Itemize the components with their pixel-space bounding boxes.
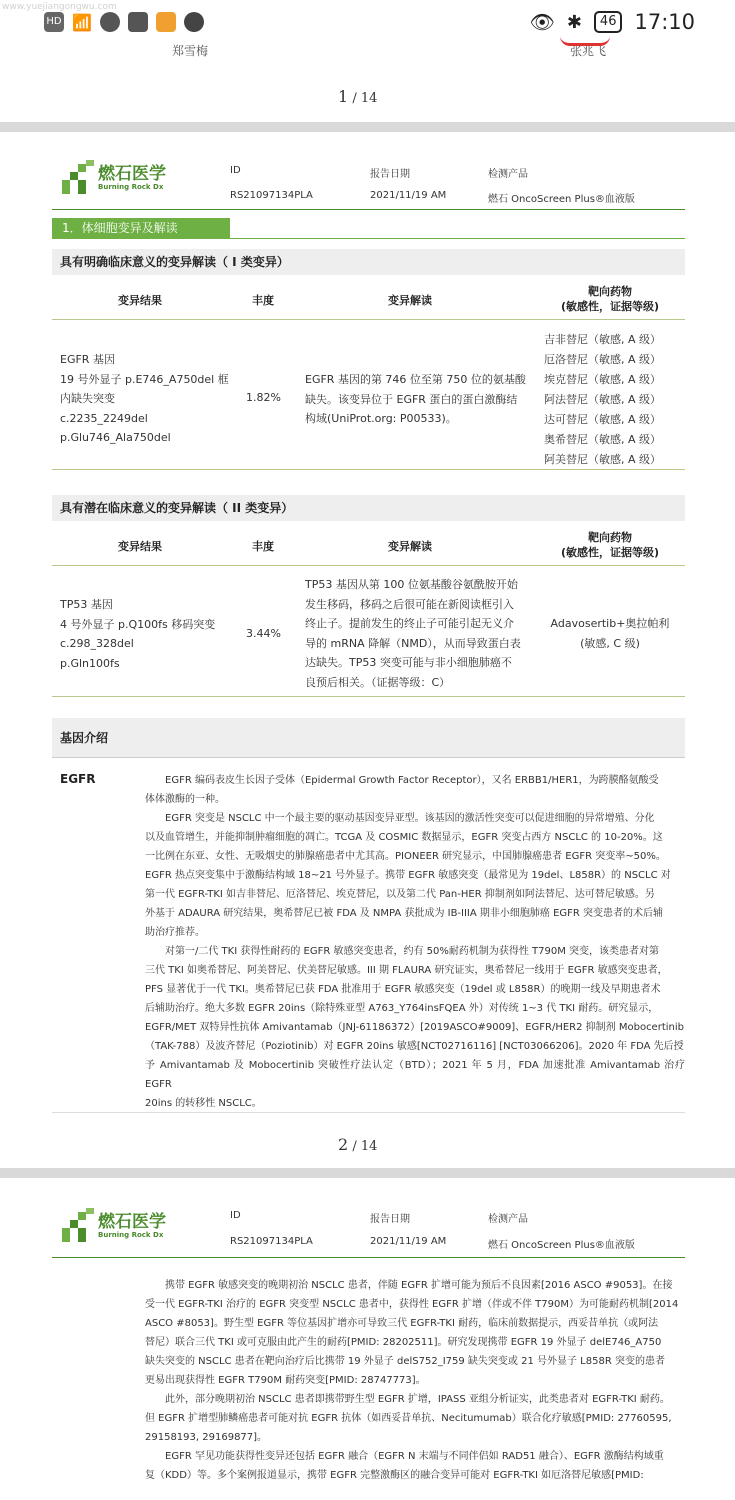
class2-col-drug-title: 靶向药物 [588, 531, 632, 544]
page3-para [145, 1447, 685, 1485]
chat-icon [100, 12, 120, 32]
para-line: 一比例在东亚、女性、无吸烟史的肺腺癌患者中尤其高。PIONEER 研究显示，中国肺腺癌患者 EGFR 突变率~50%。 [145, 851, 666, 862]
video-icon [156, 12, 176, 32]
logo-cn: 燃石医学 [98, 164, 166, 184]
para-line: EGFR 突变是 NSCLC 中一个最主要的驱动基因变异亚型。该基因的激活性突变可以促进细胞的异常增殖、分化 [145, 813, 655, 824]
class2-result-line: c.298_328del [60, 637, 134, 650]
para-line: 体体激酶的一种。 [145, 794, 225, 805]
class1-result-line: 内缺失突变 [60, 392, 115, 405]
class1-result-line: 19 号外显子 p.E746_A750del 框 [60, 372, 229, 386]
class1-col-drug-title: 靶向药物 [588, 285, 632, 298]
page-separator [0, 1168, 735, 1178]
status-icons-right [529, 10, 695, 34]
bluetooth-icon: ✱ [566, 11, 582, 33]
header-id-value: RS21097134PLA [230, 190, 313, 201]
page-separator [0, 122, 735, 132]
class2-drugs [540, 614, 680, 653]
para-line: 第一代 EGFR-TKI 如吉非替尼、厄洛替尼、埃克替尼，以及第二代 Pan-HER 抑制剂如阿法替尼、达可替尼敏感。另 [145, 889, 655, 900]
status-icons-left [44, 12, 204, 32]
tv-icon [128, 12, 148, 32]
class1-bottom-rule [52, 469, 685, 470]
para-line: 20ins 的转移性 NSCLC。 [145, 1098, 262, 1109]
para-line: 此外，部分晚期初治 NSCLC 患者即携带野生型 EGFR 扩增，IPASS 亚组分析证实，此类患者对 EGFR-TKI 耐药。 [145, 1394, 670, 1405]
class1-result-line: EGFR 基因 [60, 353, 115, 366]
para-line: EGFR 编码表皮生长因子受体（Epidermal Growth Factor Receptor），又名 ERBB1/HER1，为跨膜酪氨酸受 [145, 775, 659, 786]
class2-interp-line: 良预后相关。（证据等级：C） [305, 675, 451, 689]
burning-rock-logo-icon [62, 1208, 94, 1244]
logo-en: Burning Rock Dx [98, 183, 164, 191]
class1-drug-item: 厄洛替尼（敏感, A 级） [544, 353, 662, 366]
class1-title: 具有明确临床意义的变异解读（ I 类变异） [52, 249, 685, 275]
para-line: 以及血管增生，并能抑制肿瘤细胞的凋亡。TCGA 及 COSMIC 数据显示，EGFR 突变占西方 NSCLC 的 10-20%。这 [145, 832, 663, 843]
class2-interp-line: 终止子。提前发生的终止子可能引起无义介 [305, 617, 514, 630]
class2-result-line: 4 号外显子 p.Q100fs 移码突变 [60, 617, 216, 631]
section-rule [52, 238, 685, 239]
gene-intro-para [145, 771, 685, 809]
header-product-label: 检测产品 [488, 169, 528, 180]
class1-interp [305, 370, 530, 429]
compass-icon [184, 12, 204, 32]
gene-intro-para [145, 942, 685, 1113]
header-date-label: 报告日期 [370, 169, 410, 180]
class1-drug-item: 阿法替尼（敏感, A 级） [544, 393, 662, 406]
class1-abundance: 1.82% [246, 391, 281, 404]
header-id-label: ID [230, 165, 241, 176]
para-line: EGFR/MET 双特异性抗体 Amivantamab（JNJ-61186372）[2019ASCO#9009]、EGFR/HER2 抑制剂 Mobocertinib [145, 1022, 684, 1033]
class1-drug-item: 奥希替尼（敏感, A 级） [544, 433, 662, 446]
page-number-2: 2 / 14 [338, 1135, 378, 1154]
para-line: 三代 TKI 如奥希替尼、阿美替尼、伏美替尼敏感。III 期 FLAURA 研究证实，奥希替尼一线用于 EGFR 敏感突变患者， [145, 965, 668, 976]
header-product-value: 燃石 OncoScreen Plus®血液版 [488, 1240, 635, 1251]
class1-interp-line: 构域(UniProt.org: P00533)。 [305, 412, 457, 425]
para-line: 予 Amivantamab 及 Mobocertinib 突破性疗法认定（BTD）；2021 年 5 月，FDA 加速批准 Amivantamab 治疗 EGFR [145, 1060, 685, 1090]
burning-rock-logo-icon [62, 160, 94, 196]
header-date-value: 2021/11/19 AM [370, 1236, 447, 1247]
class2-col-interp: 变异解读 [388, 540, 432, 553]
signature-right: 张兆飞 [570, 44, 607, 58]
para-line: ASCO #8053]。野生型 EGFR 等位基因扩增亦可导致三代 EGFR-TKI 耐药，临床前数据提示，西妥昔单抗（或阿法 [145, 1318, 659, 1329]
para-line: EGFR 热点突变集中于激酶结构域 18~21 号外显子。携带 EGFR 敏感突变（最常见为 19del、L858R）的 NSCLC 对 [145, 870, 671, 881]
header-id-value: RS21097134PLA [230, 1236, 313, 1247]
header-divider [52, 209, 685, 210]
gene-intro-bottom-rule [52, 1112, 685, 1113]
header-product-label: 检测产品 [488, 1214, 528, 1225]
para-line: 替尼）联合三代 TKI 或可克服由此产生的耐药[PMID: 28202511]。研究发现携带 EGFR 19 外显子 delE746_A750 [145, 1337, 662, 1348]
class2-result [60, 595, 240, 673]
class2-interp-line: 发生移码，移码之后很可能在新阅读框引入 [305, 597, 514, 611]
class2-col-abundance: 丰度 [252, 540, 274, 553]
signal-icon: 📶 [72, 12, 92, 32]
signature-left: 郑雪梅 [172, 44, 209, 58]
page3-para [145, 1390, 685, 1447]
class1-col-abundance: 丰度 [252, 294, 274, 307]
class2-interp-line: 导的 mRNA 降解（NMD），从而导致蛋白表 [305, 636, 521, 650]
page3-body [145, 1276, 685, 1500]
class1-drug-item: 达可替尼（敏感, A 级） [544, 413, 662, 426]
gene-name: EGFR [60, 772, 96, 786]
class1-drug-item: 埃克替尼（敏感, A 级） [544, 373, 662, 386]
para-line: 后辅助治疗。绝大多数 EGFR 20ins（除特殊亚型 A763_Y764insFQEA 外）对传统 1~3 代 TKI 耐药。研究显示， [145, 1003, 659, 1014]
class1-interp-line: 缺失。该变异位于 EGFR 蛋白的蛋白激酶结 [305, 392, 518, 406]
gene-intro-para [145, 809, 685, 942]
class2-bottom-rule [52, 696, 685, 697]
header-id-label: ID [230, 1210, 241, 1221]
para-line: 助治疗推荐。 [145, 927, 205, 938]
logo [62, 160, 166, 196]
header-date-label: 报告日期 [370, 1214, 410, 1225]
class1-drug-item: 阿美替尼（敏感, A 级） [544, 453, 662, 466]
eye-icon: 👁 [529, 10, 555, 34]
class1-interp-line: EGFR 基因的第 746 位至第 750 位的氨基酸 [305, 373, 526, 386]
class2-result-line: p.Gln100fs [60, 656, 120, 670]
class1-drugs [544, 330, 684, 470]
hd-icon: HD [44, 12, 64, 32]
class1-drug-item: 吉非替尼（敏感, A 级） [544, 333, 662, 346]
class1-col-drug-sub: (敏感性，证据等级) [560, 300, 660, 313]
logo-en: Burning Rock Dx [98, 1231, 164, 1239]
class1-col-interp: 变异解读 [388, 294, 432, 307]
section-title: 1．体细胞变异及解读 [52, 218, 230, 238]
class1-result-line: p.Glu746_Ala750del [60, 431, 171, 444]
watermark: www.yuejiangongwu.com [2, 2, 117, 12]
class2-abundance: 3.44% [246, 627, 281, 640]
para-line: 29158193, 29169877]。 [145, 1432, 268, 1443]
class2-interp-line: 达缺失。TP53 突变可能与非小细胞肺癌不 [305, 656, 512, 669]
para-line: 缺失突变的 NSCLC 患者在靶向治疗后比携带 19 外显子 delS752_I759 缺失突变或 21 号外显子 L858R 突变的患者 [145, 1356, 665, 1367]
clock: 17:10 [634, 10, 695, 34]
class2-col-result: 变异结果 [118, 540, 162, 553]
gene-intro-body [145, 771, 685, 1113]
class2-col-drug-sub: (敏感性，证据等级) [560, 546, 660, 559]
para-line: 但 EGFR 扩增型肺鳞癌患者可能对抗 EGFR 抗体（如西妥昔单抗、Necitumumab）联合化疗敏感[PMID: 27760595, [145, 1413, 672, 1424]
para-line: 复（KDD）等。多个案例报道显示，携带 EGFR 完整激酶区的融合变异可能对 EGFR-TKI 如厄洛替尼敏感[PMID: [145, 1470, 644, 1481]
header-date-value: 2021/11/19 AM [370, 190, 447, 201]
logo-cn: 燃石医学 [98, 1212, 166, 1232]
page3-para [145, 1276, 685, 1390]
para-line: EGFR 罕见功能获得性变异还包括 EGFR 融合（EGFR N 末端与不同伴侣如 RAD51 融合）、EGFR 激酶结构域重 [145, 1451, 664, 1462]
para-line: 更易出现获得性 EGFR T790M 耐药突变[PMID: 28747773]。 [145, 1375, 426, 1386]
class2-header-rule [52, 565, 685, 566]
para-line: 外基于 ADAURA 研究结果，奥希替尼已被 FDA 及 NMPA 获批成为 IB-IIIA 期非小细胞肺癌 EGFR 突变患者的术后辅 [145, 908, 664, 919]
class1-col-result: 变异结果 [118, 294, 162, 307]
para-line: 携带 EGFR 敏感突变的晚期初治 NSCLC 患者，伴随 EGFR 扩增可能为预后不良因素[2016 ASCO #9053]。在接 [145, 1280, 673, 1291]
class1-col-drug [540, 284, 680, 314]
logo [62, 1208, 166, 1244]
class1-result-line: c.2235_2249del [60, 411, 148, 425]
page-number-1: 1 / 14 [338, 87, 378, 106]
class2-drug-item: (敏感, C 级) [580, 636, 640, 650]
class2-result-line: TP53 基因 [60, 598, 113, 611]
para-line: 对第一/二代 TKI 获得性耐药的 EGFR 敏感突变患者，约有 50%耐药机制为获得性 T790M 突变，该类患者对第 [145, 946, 660, 957]
para-line: （TAK-788）及波齐替尼（Poziotinib）对 EGFR 20ins 敏感[NCT02716116] [NCT03066206]。2020 年 FDA 先后授 [145, 1041, 684, 1052]
class2-col-drug [540, 530, 680, 560]
class2-title: 具有潜在临床意义的变异解读（ II 类变异） [52, 495, 685, 521]
class2-interp-line: TP53 基因从第 100 位氨基酸谷氨酰胺开始 [305, 578, 518, 591]
signature-seal [560, 36, 610, 46]
battery-icon: 46 [594, 11, 623, 33]
class2-interp [305, 575, 530, 692]
class1-header-rule [52, 319, 685, 320]
header-divider [52, 1257, 685, 1258]
gene-intro-title: 基因介绍 [52, 718, 685, 758]
header-product-value: 燃石 OncoScreen Plus®血液版 [488, 194, 635, 205]
class1-result [60, 350, 240, 448]
para-line: 受一代 EGFR-TKI 治疗的 EGFR 突变型 NSCLC 患者中，获得性 EGFR 扩增（伴或不伴 T790M）为可能耐药机制[2014 [145, 1299, 679, 1310]
class2-drug-item: Adavosertib+奥拉帕利 [550, 617, 670, 630]
para-line: PFS 显著优于一代 TKI。奥希替尼已获 FDA 批准用于 EGFR 敏感突变（19del 或 L858R）的晚期一线及早期患者术 [145, 984, 661, 995]
